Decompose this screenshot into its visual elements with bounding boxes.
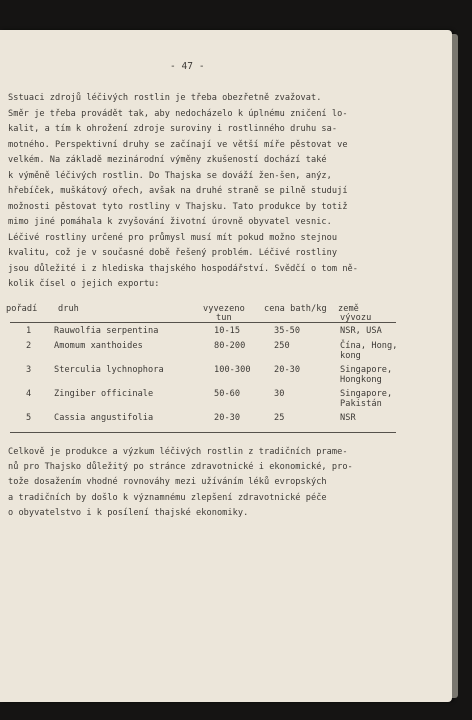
row-countries: NSR, USA <box>340 326 382 336</box>
row-order: 2 <box>26 341 32 351</box>
row-quantity: 100-300 <box>214 365 251 375</box>
row-countries: Čína, Hong, <box>340 341 398 351</box>
table-bottom-rule <box>10 432 396 433</box>
row-countries: Singapore, <box>340 389 393 399</box>
text-line: kolik čísel o jejich exportu: <box>8 279 160 289</box>
row-species: Cassia angustifolia <box>54 413 154 423</box>
page-number: - 47 - <box>170 61 205 72</box>
page-edge-shadow <box>452 34 458 698</box>
text-line: o obyvatelstvo i k posílení thajské ekonomiky. <box>8 507 249 518</box>
row-countries: NSR <box>340 413 356 423</box>
text-line: kalit, a tím k ohrožení zdroje suroviny i rostlinného druhu sa- <box>8 124 338 134</box>
row-countries: Singapore, <box>340 365 393 375</box>
row-species: Amomum xanthoides <box>54 341 143 351</box>
row-price: 25 <box>274 413 285 423</box>
header-countries-sub: vývozu <box>340 313 372 323</box>
header-species: druh <box>58 304 79 314</box>
text-line: mimo jiné pomáhala k zvyšování životní úrovně obyvatel vesnic. <box>8 217 332 227</box>
table-top-rule <box>10 322 396 323</box>
header-order: pořadí <box>6 304 38 314</box>
row-order: 3 <box>26 365 32 375</box>
row-quantity: 10-15 <box>214 326 241 336</box>
text-line: motného. Perspektivní druhy se začínají ve větší míře pěstovat ve <box>8 139 348 150</box>
row-order: 4 <box>26 389 32 399</box>
row-order: 1 <box>26 326 32 336</box>
text-line: Směr je třeba provádět tak, aby nedocházelo k úplnému zničení lo- <box>8 108 348 119</box>
text-line: Sstuaci zdrojů léčivých rostlin je třeba obezřetně zvažovat. <box>8 93 322 103</box>
text-line: možnosti pěstovat tyto rostliny v Thajsku. Tato produkce by totiž <box>8 201 348 212</box>
text-line: Léčivé rostliny určené pro průmysl musí mít pokud možno stejnou <box>8 232 338 243</box>
row-price: 20-30 <box>274 365 301 375</box>
row-countries: Pakistán <box>340 398 382 409</box>
header-quantity-unit: tun <box>216 313 232 323</box>
text-line: kvalitu, což je v současné době řešený problém. Léčivé rostliny <box>8 248 338 258</box>
text-line: velkém. Na základě mezinárodní výměny zkušeností dochází také <box>8 155 327 165</box>
row-species: Rauwolfia serpentina <box>54 326 159 336</box>
text-line: nů pro Thajsko důležitý po stránce zdravotnické i ekonomické, pro- <box>8 462 353 473</box>
row-quantity: 50-60 <box>214 389 241 399</box>
row-price: 30 <box>274 389 285 399</box>
header-price: cena bath/kg <box>264 304 327 314</box>
text-line: jsou důležité i z hlediska thajského hospodářství. Svědčí o tom ně- <box>8 263 358 274</box>
row-quantity: 80-200 <box>214 341 246 351</box>
header-quantity: vyvezeno <box>203 304 245 314</box>
text-line: a tradičních by došlo k významnému zlepšení zdravotnické péče <box>8 492 327 503</box>
row-price: 250 <box>274 341 290 351</box>
text-line: tože dosažením vhodné rovnováhy mezi užíváním léků evropských <box>8 477 327 488</box>
text-line: hřebíček, muškátový ořech, avšak na druhé straně se pilně studují <box>8 186 348 196</box>
row-quantity: 20-30 <box>214 413 241 423</box>
row-countries: kong <box>340 350 361 361</box>
header-countries: země <box>338 304 359 314</box>
row-order: 5 <box>26 413 32 423</box>
row-price: 35-50 <box>274 326 301 336</box>
text-line: k výměně léčivých rostlin. Do Thajska se dováží žen-šen, anýz, <box>8 170 332 181</box>
text-line: Celkově je produkce a výzkum léčivých rostlin z tradičních prame- <box>8 447 348 457</box>
row-species: Sterculia lychnophora <box>54 365 164 375</box>
row-species: Zingiber officinale <box>54 389 154 399</box>
row-countries: Hongkong <box>340 374 382 385</box>
